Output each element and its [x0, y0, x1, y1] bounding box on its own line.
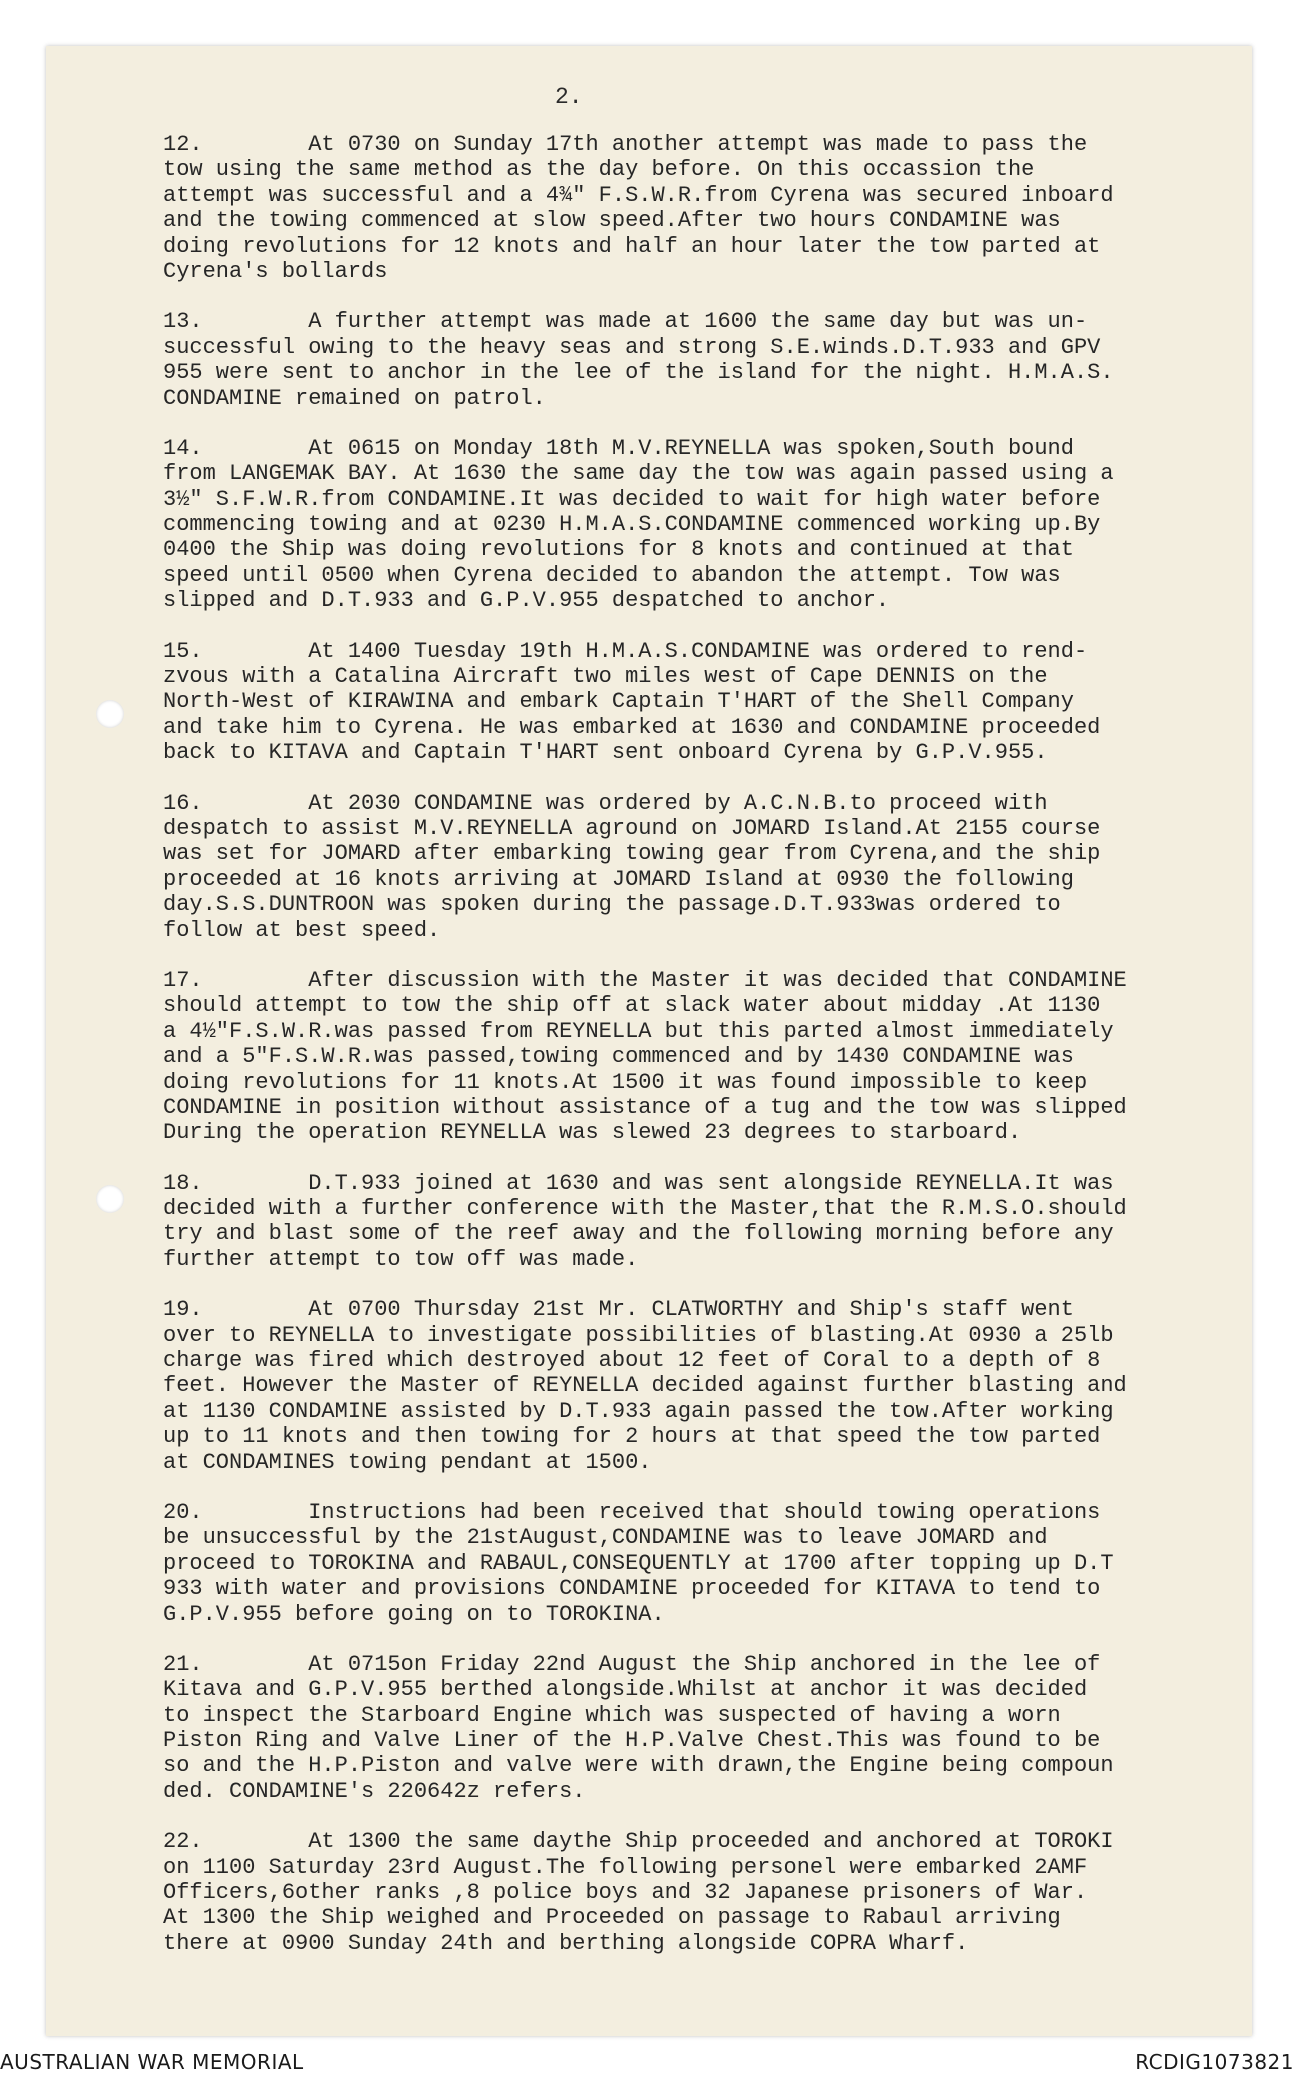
paragraph-line: 12. At 0730 on Sunday 17th another attempt was made to pass the [163, 132, 1088, 157]
page-number: 2. [555, 84, 583, 110]
paragraph-line: 14. At 0615 on Monday 18th M.V.REYNELLA was spoken,South bound [163, 435, 1074, 461]
paragraph-p12 [163, 132, 1253, 284]
paragraph-line: Officers,6other ranks ,8 police boys and 32 Japanese prisoners of War. [163, 1880, 1088, 1906]
paragraph-line: 933 with water and provisions CONDAMINE proceeded for KITAVA to tend to [163, 1576, 1101, 1602]
punch-hole-top [96, 700, 124, 728]
footer-catalogue-id: RCDIG1073821 [1135, 2050, 1294, 2074]
paragraph-p15 [163, 639, 1253, 766]
paragraph-line: charge was fired which destroyed about 12 feet of Coral to a depth of 8 [163, 1348, 1101, 1374]
paragraph-p20 [163, 1500, 1253, 1627]
paragraph-p18 [163, 1171, 1253, 1273]
punch-hole-bottom [96, 1185, 124, 1213]
paragraph-line: at 1130 CONDAMINE assisted by D.T.933 again passed the tow.After working [163, 1398, 1114, 1424]
paragraph-line: over to REYNELLA to investigate possibilities of blasting.At 0930 a 25lb [163, 1322, 1114, 1348]
paragraph-line: commencing towing and at 0230 H.M.A.S.CONDAMINE commenced working up.By [163, 512, 1101, 538]
paragraph-line: Cyrena's bollards [163, 258, 388, 284]
paragraph-line: CONDAMINE in position without assistance of a tug and the tow was slipped [163, 1094, 1127, 1120]
paragraph-line: 21. At 0715on Friday 22nd August the Ship anchored in the lee of [163, 1651, 1101, 1677]
paragraph-line: 955 were sent to anchor in the lee of the island for the night. H.M.A.S. [163, 360, 1114, 386]
paragraph-line: feet. However the Master of REYNELLA decided against further blasting and [163, 1373, 1127, 1399]
paragraph-line: despatch to assist M.V.REYNELLA aground on JOMARD Island.At 2155 course [163, 815, 1101, 841]
paragraph-line: Piston Ring and Valve Liner of the H.P.Valve Chest.This was found to be [163, 1728, 1101, 1754]
paragraph-line: zvous with a Catalina Aircraft two miles west of Cape DENNIS on the [163, 664, 1048, 690]
paragraph-line: 18. D.T.933 joined at 1630 and was sent alongside REYNELLA.It was [163, 1170, 1114, 1196]
paragraph-line: so and the H.P.Piston and valve were with drawn,the Engine being compoun [163, 1753, 1114, 1779]
paragraph-line: decided with a further conference with the Master,that the R.M.S.O.should [163, 1196, 1127, 1222]
paragraph-p16 [163, 791, 1253, 943]
paragraph-line: Kitava and G.P.V.955 berthed alongside.Whilst at anchor it was decided [163, 1677, 1088, 1703]
paragraph-line: proceed to TOROKINA and RABAUL,CONSEQUENTLY at 1700 after topping up D.T [163, 1550, 1114, 1576]
paragraph-line: proceeded at 16 knots arriving at JOMARD Island at 0930 the following [163, 866, 1074, 892]
paragraph-line: attempt was successful and a 4¾" F.S.W.R.from Cyrena was secured inboard [163, 182, 1114, 208]
paragraph-line: and a 5"F.S.W.R.was passed,towing commenced and by 1430 CONDAMINE was [163, 1044, 1074, 1070]
paragraph-line: try and blast some of the reef away and the following morning before any [163, 1221, 1114, 1247]
paragraph-line: be unsuccessful by the 21stAugust,CONDAMINE was to leave JOMARD and [163, 1525, 1048, 1551]
paragraph-line: slipped and D.T.933 and G.P.V.955 despatched to anchor. [163, 588, 890, 614]
paragraph-line: 22. At 1300 the same daythe Ship proceeded and anchored at TOROKI [163, 1829, 1114, 1855]
paragraph-line: day.S.S.DUNTROON was spoken during the passage.D.T.933was ordered to [163, 892, 1061, 918]
paragraph-line: a 4½"F.S.W.R.was passed from REYNELLA but this parted almost immediately [163, 1018, 1114, 1044]
paragraph-line: G.P.V.955 before going on to TOROKINA. [163, 1601, 665, 1627]
paragraph-p21 [163, 1652, 1253, 1804]
paragraph-line: At 1300 the Ship weighed and Proceeded on passage to Rabaul arriving [163, 1905, 1061, 1931]
paragraph-p14 [163, 436, 1253, 614]
paragraph-line: 3½" S.F.W.R.from CONDAMINE.It was decided to wait for high water before [163, 486, 1101, 512]
paragraph-line: 16. At 2030 CONDAMINE was ordered by A.C.N.B.to proceed with [163, 790, 1048, 816]
document-body [163, 132, 1253, 1981]
paragraph-p17 [163, 968, 1253, 1146]
paragraph-line: 15. At 1400 Tuesday 19th H.M.A.S.CONDAMINE was ordered to rend- [163, 638, 1088, 664]
paragraph-line: North-West of KIRAWINA and embark Captain T'HART of the Shell Company [163, 689, 1074, 715]
paragraph-line: speed until 0500 when Cyrena decided to abandon the attempt. Tow was [163, 562, 1061, 588]
paragraph-line: During the operation REYNELLA was slewed 23 degrees to starboard. [163, 1120, 1022, 1146]
paragraph-line: doing revolutions for 11 knots.At 1500 it was found impossible to keep [163, 1069, 1088, 1095]
paragraph-line: 0400 the Ship was doing revolutions for 8 knots and continued at that [163, 537, 1074, 563]
paragraph-line: from LANGEMAK BAY. At 1630 the same day the tow was again passed using a [163, 461, 1114, 487]
paragraph-line: at CONDAMINES towing pendant at 1500. [163, 1449, 652, 1475]
paragraph-line: ded. CONDAMINE's 220642z refers. [163, 1778, 586, 1804]
paragraph-line: and take him to Cyrena. He was embarked at 1630 and CONDAMINE proceeded [163, 714, 1101, 740]
paragraph-p19 [163, 1297, 1253, 1475]
paragraph-line: was set for JOMARD after embarking towing gear from Cyrena,and the ship [163, 841, 1101, 867]
paragraph-line: successful owing to the heavy seas and strong S.E.winds.D.T.933 and GPV [163, 334, 1101, 360]
paragraph-line: doing revolutions for 12 knots and half an hour later the tow parted at [163, 233, 1101, 259]
paragraph-line: 17. After discussion with the Master it was decided that CONDAMINE [163, 967, 1127, 993]
paragraph-line: CONDAMINE remained on patrol. [163, 385, 546, 411]
paragraph-line: and the towing commenced at slow speed.After two hours CONDAMINE was [163, 208, 1061, 234]
paragraph-line: 13. A further attempt was made at 1600 the same day but was un- [163, 309, 1088, 335]
paragraph-line: should attempt to tow the ship off at slack water about midday .At 1130 [163, 993, 1101, 1019]
paragraph-line: further attempt to tow off was made. [163, 1246, 639, 1272]
paragraph-line: up to 11 knots and then towing for 2 hours at that speed the tow parted [163, 1424, 1101, 1450]
paragraph-line: follow at best speed. [163, 917, 441, 943]
paragraph-p13 [163, 309, 1253, 411]
paragraph-p22 [163, 1829, 1253, 1956]
paragraph-line: 20. Instructions had been received that should towing operations [163, 1499, 1101, 1525]
paragraph-line: on 1100 Saturday 23rd August.The following personel were embarked 2AMF [163, 1854, 1088, 1880]
paragraph-line: 19. At 0700 Thursday 21st Mr. CLATWORTHY and Ship's staff went [163, 1297, 1074, 1323]
paragraph-line: there at 0900 Sunday 24th and berthing alongside COPRA Wharf. [163, 1930, 969, 1956]
footer-institution: AUSTRALIAN WAR MEMORIAL [0, 2050, 304, 2074]
paragraph-line: to inspect the Starboard Engine which was suspected of having a worn [163, 1702, 1061, 1728]
paragraph-line: tow using the same method as the day before. On this occassion the [163, 157, 1035, 183]
paragraph-line: back to KITAVA and Captain T'HART sent onboard Cyrena by G.P.V.955. [163, 740, 1048, 766]
